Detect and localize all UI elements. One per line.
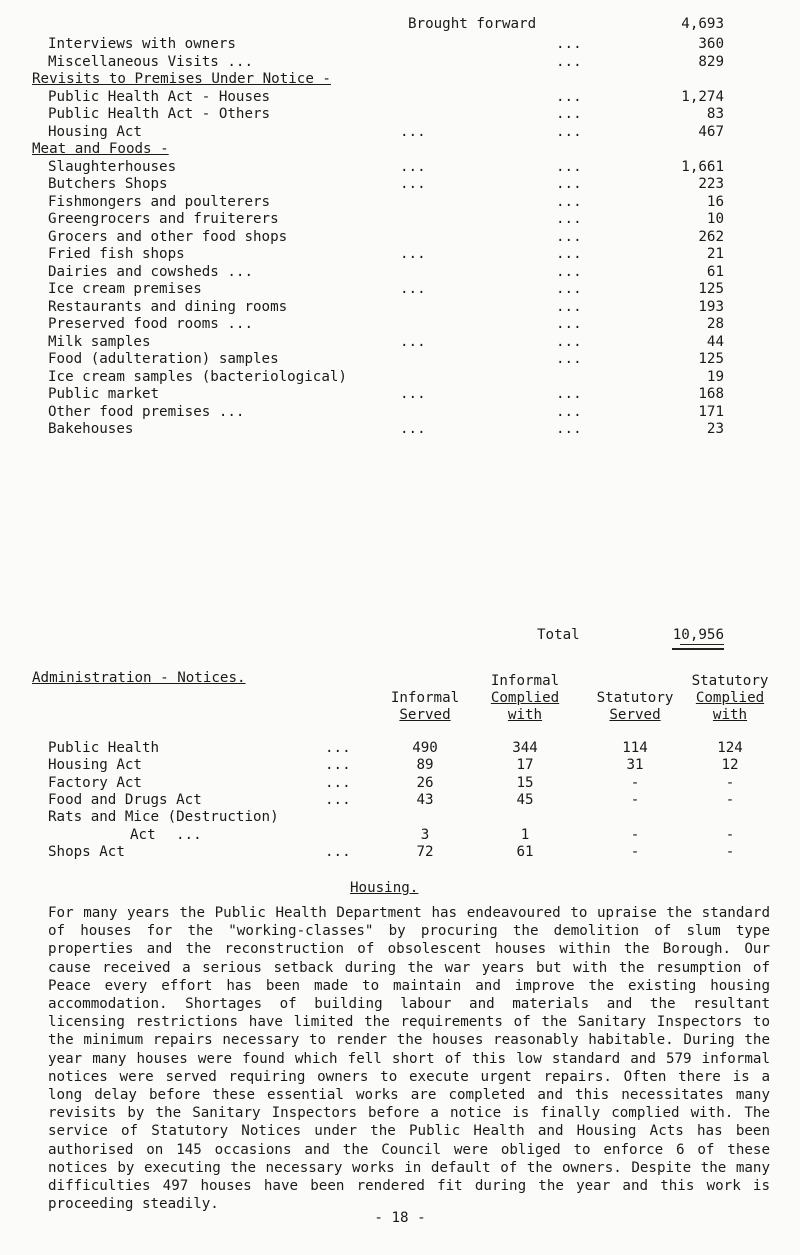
row-leader-dots: ... [556, 281, 582, 297]
notice-cell: 12 [721, 757, 739, 774]
row-label: Preserved food rooms ... [48, 316, 253, 332]
row-leader-dots: ... [556, 158, 582, 175]
notice-row-label: Act [130, 826, 156, 843]
notice-row-label: Housing Act [48, 757, 142, 774]
row-leader-dots: ... [556, 333, 582, 350]
row-label: Public Health Act - Houses [48, 88, 271, 105]
housing-paragraph: For many years the Public Health Department has endeavoured to upraise the standard of houses for the "working-classes" by procuring the demolition of slum type properties and the reconstruction of obsolescent houses within the Borough. Our cause received a serious setback during the war years but with the resumption of Peace every effort has been made to maintain and improve the existing housing accommodation. Shortages of building labour and materials and the resultant licensing restrictions have limited the requirements of the Sanitary Inspectors to the minimum repairs necessary to render the houses reasonably habitable. During the year many houses were found which fell short of this low standard and 579 informal notices were served requiring owners to execute urgent repairs. Often there is a long delay before these essential works are completed and this necessitates many revisits by the Sanitary Inspectors before a notice is finally complied with. The service of Statutory Notices under the Public Health and Housing Acts has been authorised on 145 occasions and the Council were obliged to enforce 6 of these notices by executing the necessary works in default of the owners. Despite the many difficulties 497 houses have been rendered fit during the year and this work is proceeding steadily. [48, 905, 770, 1213]
row-leader-dots: ... [556, 193, 582, 210]
notice-row-dots: ... [176, 826, 202, 843]
row-leader-dots: ... [400, 281, 426, 297]
total-value: 10,956 [672, 627, 724, 643]
row-leader-dots: ... [400, 246, 426, 262]
col-statutory-label: Statutory [596, 690, 674, 706]
notice-cell: 15 [516, 774, 534, 791]
row-label: Food (adulteration) samples [48, 351, 279, 367]
notice-cell: 114 [622, 740, 648, 756]
row-value: 168 [698, 386, 724, 402]
notice-cell: 17 [516, 757, 534, 774]
row-value: 1,661 [681, 158, 724, 175]
row-leader-dots: ... [556, 421, 582, 437]
notice-cell: - [630, 826, 640, 843]
row-leader-dots: ... [556, 228, 582, 245]
notice-cell: 3 [420, 826, 430, 843]
row-value: 23 [706, 421, 724, 437]
row-leader-dots: ... [400, 123, 426, 140]
col-statutory-served: Served [609, 707, 661, 723]
row-value: 193 [698, 298, 724, 315]
notice-cell: 124 [717, 740, 743, 756]
row-value: 467 [698, 123, 724, 140]
row-label: Interviews with owners [48, 36, 236, 52]
row-value: 21 [706, 246, 724, 262]
row-label: Fishmongers and poulterers [48, 193, 271, 210]
notice-cell: 45 [516, 791, 534, 808]
notice-row-dots: ... [325, 774, 351, 791]
row-label: Grocers and other food shops [48, 228, 288, 245]
row-leader-dots: ... [556, 176, 582, 192]
col-informal-complied-1: Informal [490, 673, 560, 689]
row-leader-dots: ... [400, 421, 426, 437]
col-informal-complied-2: Complied [490, 690, 560, 706]
row-value: 1,274 [681, 88, 724, 105]
notice-cell: 61 [516, 843, 534, 860]
notices-title: Administration - Notices. [32, 670, 246, 686]
row-leader-dots: ... [556, 298, 582, 315]
housing-title: Housing. [350, 880, 419, 896]
notice-cell: - [630, 791, 640, 808]
col-statutory-complied-2: Complied [695, 690, 765, 706]
row-leader-dots: ... [556, 351, 582, 367]
row-label: Greengrocers and fruiterers [48, 211, 279, 227]
notice-cell: 490 [412, 740, 438, 756]
col-statutory-complied-1: Statutory [691, 673, 769, 689]
row-leader-dots: ... [556, 403, 582, 420]
notice-cell: 344 [512, 740, 538, 756]
row-leader-dots: ... [556, 316, 582, 332]
notice-cell: - [725, 774, 735, 791]
page-number: - 18 - [374, 1210, 426, 1226]
row-leader-dots: ... [556, 123, 582, 140]
row-label: Bakehouses [48, 421, 134, 437]
row-value: 262 [698, 228, 724, 245]
row-leader-dots: ... [556, 246, 582, 262]
row-leader-dots: ... [400, 386, 426, 402]
row-value: 44 [706, 333, 724, 350]
row-value: 61 [706, 263, 724, 280]
row-value: 10 [706, 211, 724, 227]
row-value: 28 [706, 316, 724, 332]
row-label: Miscellaneous Visits ... [48, 53, 253, 70]
row-label: Milk samples [48, 333, 151, 350]
row-value: 223 [698, 176, 724, 192]
row-label: Public market [48, 386, 160, 402]
brought-forward-value: 4,693 [681, 16, 724, 32]
notice-row-label: Public Health [48, 740, 160, 756]
notice-cell: 26 [416, 774, 434, 791]
row-label: Other food premises ... [48, 403, 245, 420]
total-label: Total [537, 627, 580, 643]
notice-cell: 31 [626, 757, 644, 774]
row-leader-dots: ... [400, 333, 426, 350]
row-label: Ice cream samples (bacteriological) [48, 368, 347, 385]
total-double-underline [672, 648, 724, 650]
row-label: Ice cream premises [48, 281, 202, 297]
row-value: 829 [698, 53, 724, 70]
row-value: 125 [698, 281, 724, 297]
notice-cell: 89 [416, 757, 434, 774]
row-label: Slaughterhouses [48, 158, 177, 175]
section-heading: Meat and Foods - [32, 141, 169, 157]
notice-row-dots: ... [325, 791, 351, 808]
row-label: Fried fish shops [48, 246, 185, 262]
row-label: Housing Act [48, 123, 142, 140]
row-leader-dots: ... [556, 36, 582, 52]
notice-row-label: Food and Drugs Act [48, 791, 202, 808]
row-leader-dots: ... [400, 176, 426, 192]
row-label: Butchers Shops [48, 176, 168, 192]
row-leader-dots: ... [400, 158, 426, 175]
row-value: 83 [706, 106, 724, 122]
section-heading: Revisits to Premises Under Notice - [32, 71, 331, 87]
notice-row-dots: ... [325, 757, 351, 774]
notice-cell: 1 [520, 826, 530, 843]
row-leader-dots: ... [556, 386, 582, 402]
row-value: 125 [698, 351, 724, 367]
row-leader-dots: ... [556, 211, 582, 227]
notice-cell: - [725, 791, 735, 808]
row-label: Restaurants and dining rooms [48, 298, 288, 315]
notice-cell: - [630, 774, 640, 791]
notice-cell: 72 [416, 843, 434, 860]
brought-forward-label: Brought forward [408, 16, 537, 32]
row-leader-dots: ... [556, 88, 582, 105]
row-value: 19 [706, 368, 724, 385]
notice-row-label: Shops Act [48, 843, 125, 860]
col-informal-label: Informal [390, 690, 460, 706]
notice-cell: 43 [416, 791, 434, 808]
col-served-label: Served [399, 707, 451, 723]
row-label: Dairies and cowsheds ... [48, 263, 253, 280]
notice-row-label: Factory Act [48, 774, 142, 791]
notice-row-label: Rats and Mice (Destruction) [48, 809, 279, 826]
row-value: 16 [706, 193, 724, 210]
notice-row-dots: ... [325, 740, 351, 756]
row-value: 360 [698, 36, 724, 52]
col-statutory-complied-3: with [712, 707, 748, 723]
row-label: Public Health Act - Others [48, 106, 271, 122]
row-value: 171 [698, 403, 724, 420]
row-leader-dots: ... [556, 263, 582, 280]
col-informal-complied-3: with [507, 707, 543, 723]
total-underline [680, 644, 724, 645]
notice-row-dots: ... [325, 843, 351, 860]
row-leader-dots: ... [556, 53, 582, 70]
notice-cell: - [725, 826, 735, 843]
notice-cell: - [725, 843, 735, 860]
notice-cell: - [630, 843, 640, 860]
row-leader-dots: ... [556, 106, 582, 122]
